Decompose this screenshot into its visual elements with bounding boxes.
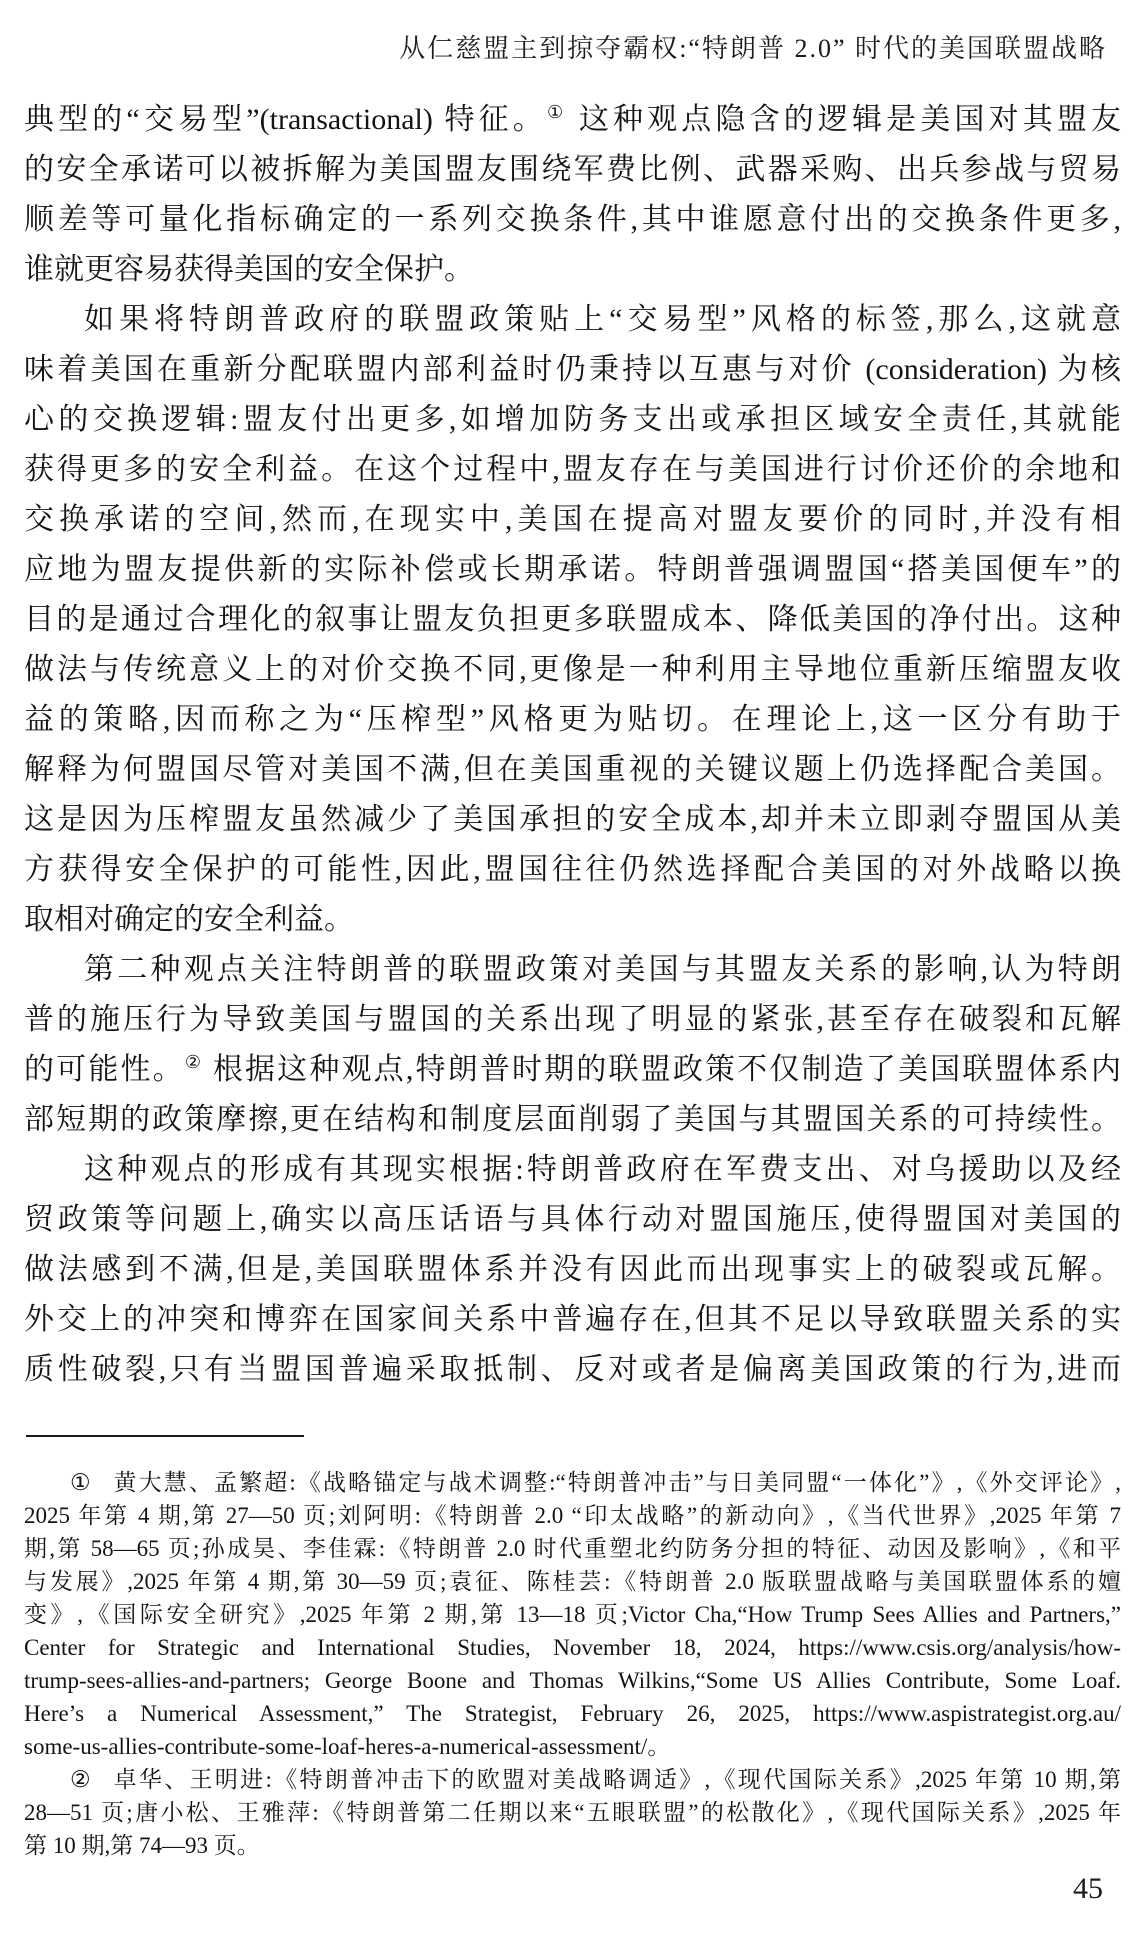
body-line: 这种观点的形成有其现实根据:特朗普政府在军费支出、对乌援助以及经 [84,1153,1121,1186]
footnote-line: Center for Strategic and International Studies, November 18, 2024, https://www.csis.org/analysis/how- [24,1635,1121,1660]
body-line: 解释为何盟国尽管对美国不满,但在美国重视的关键议题上仍选择配合美国。 [24,753,1121,786]
body-line: 部短期的政策摩擦,更在结构和制度层面削弱了美国与其盟国关系的可持续性。 [24,1103,1121,1136]
footnote-line: 期,第 58—65 页;孙成昊、李佳霖:《特朗普 2.0 时代重塑北约防务分担的特征、动因及影响》,《和平 [24,1536,1121,1561]
body-line: 应地为盟友提供新的实际补偿或长期承诺。特朗普强调盟国“搭美国便车”的 [24,553,1121,586]
running-header: 从仁慈盟主到掠夺霸权:“特朗普 2.0” 时代的美国联盟战略 [399,34,1107,63]
footnote-marker: ② [70,1767,93,1792]
body-line: 目的是通过合理化的叙事让盟友负担更多联盟成本、降低美国的净付出。这种 [24,603,1121,636]
body-line: 如果将特朗普政府的联盟政策贴上“交易型”风格的标签,那么,这就意 [84,303,1121,336]
body-line: 贸政策等问题上,确实以高压话语与具体行动对盟国施压,使得盟国对美国的 [24,1203,1121,1236]
footnote-line: 2025 年第 4 期,第 27—50 页;刘阿明:《特朗普 2.0 “印太战略”的新动向》,《当代世界》,2025 年第 7 [24,1503,1121,1528]
footnote-line: 与发展》,2025 年第 4 期,第 30—59 页;袁征、陈桂芸:《特朗普 2.0 版联盟战略与美国联盟体系的嬗 [24,1569,1121,1594]
footnote-ref: ② [184,1052,204,1073]
body-line: 益的策略,因而称之为“压榨型”风格更为贴切。在理论上,这一区分有助于 [24,703,1121,736]
body-line: 顺差等可量化指标确定的一系列交换条件,其中谁愿意付出的交换条件更多, [24,203,1121,236]
body-line: 第二种观点关注特朗普的联盟政策对美国与其盟友关系的影响,认为特朗 [84,953,1121,986]
body-line: 的可能性。② 根据这种观点,特朗普时期的联盟政策不仅制造了美国联盟体系内 [24,1052,1121,1086]
footnote-ref: ① [546,102,568,123]
footnote-separator [26,1435,304,1437]
body-line: 的安全承诺可以被拆解为美国盟友围绕军费比例、武器采购、出兵参战与贸易 [24,153,1121,186]
footnote-line: some-us-allies-contribute-some-loaf-heres-a-numerical-assessment/。 [24,1734,671,1759]
footnote-line: Here’s a Numerical Assessment,” The Strategist, February 26, 2025, https://www.aspistrategist.org.au/ [24,1701,1121,1726]
body-line: 心的交换逻辑:盟友付出更多,如增加防务支出或承担区域安全责任,其就能 [24,403,1121,436]
body-line: 这是因为压榨盟友虽然减少了美国承担的安全成本,却并未立即剥夺盟国从美 [24,803,1121,836]
body-line: 质性破裂,只有当盟国普遍采取抵制、反对或者是偏离美国政策的行为,进而 [24,1353,1121,1386]
body-line: 获得更多的安全利益。在这个过程中,盟友存在与美国进行讨价还价的余地和 [24,453,1121,486]
page-number: 45 [1073,1872,1103,1905]
body-line: 普的施压行为导致美国与盟国的关系出现了明显的紧张,甚至存在破裂和瓦解 [24,1003,1121,1036]
footnote-line: trump-sees-allies-and-partners; George Boone and Thomas Wilkins,“Some US Allies Contribute, Some Loaf. [24,1668,1121,1693]
body-line: 交换承诺的空间,然而,在现实中,美国在提高对盟友要价的同时,并没有相 [24,503,1121,536]
body-line: 取相对确定的安全利益。 [24,903,354,936]
footnote-line: ① 黄大慧、孟繁超:《战略锚定与战术调整:“特朗普冲击”与日美同盟“一体化”》,《外交评论》, [70,1470,1121,1495]
body-line: 做法与传统意义上的对价交换不同,更像是一种利用主导地位重新压缩盟友收 [24,653,1121,686]
footnote-line: 变》,《国际安全研究》,2025 年第 2 期,第 13—18 页;Victor Cha,“How Trump Sees Allies and Partners,” [24,1602,1121,1627]
footnote-line: 第 10 期,第 74—93 页。 [24,1833,260,1858]
footnote-line: ② 卓华、王明进:《特朗普冲击下的欧盟对美战略调适》,《现代国际关系》,2025 年第 10 期,第 [70,1767,1121,1792]
footnotes [24,1466,1121,1862]
body-line: 做法感到不满,但是,美国联盟体系并没有因此而出现事实上的破裂或瓦解。 [24,1253,1121,1286]
article-body [24,95,1121,1395]
body-line: 味着美国在重新分配联盟内部利益时仍秉持以互惠与对价 (consideration) 为核 [24,353,1121,386]
body-line: 典型的“交易型”(transactional) 特征。① 这种观点隐含的逻辑是美国对其盟友 [24,102,1121,136]
footnote-marker: ① [70,1470,93,1495]
body-line: 谁就更容易获得美国的安全保护。 [24,253,474,286]
body-line: 方获得安全保护的可能性,因此,盟国往往仍然选择配合美国的对外战略以换 [24,853,1121,886]
footnote-line: 28—51 页;唐小松、王雅萍:《特朗普第二任期以来“五眼联盟”的松散化》,《现代国际关系》,2025 年 [24,1800,1121,1825]
body-line: 外交上的冲突和博弈在国家间关系中普遍存在,但其不足以导致联盟关系的实 [24,1303,1121,1336]
